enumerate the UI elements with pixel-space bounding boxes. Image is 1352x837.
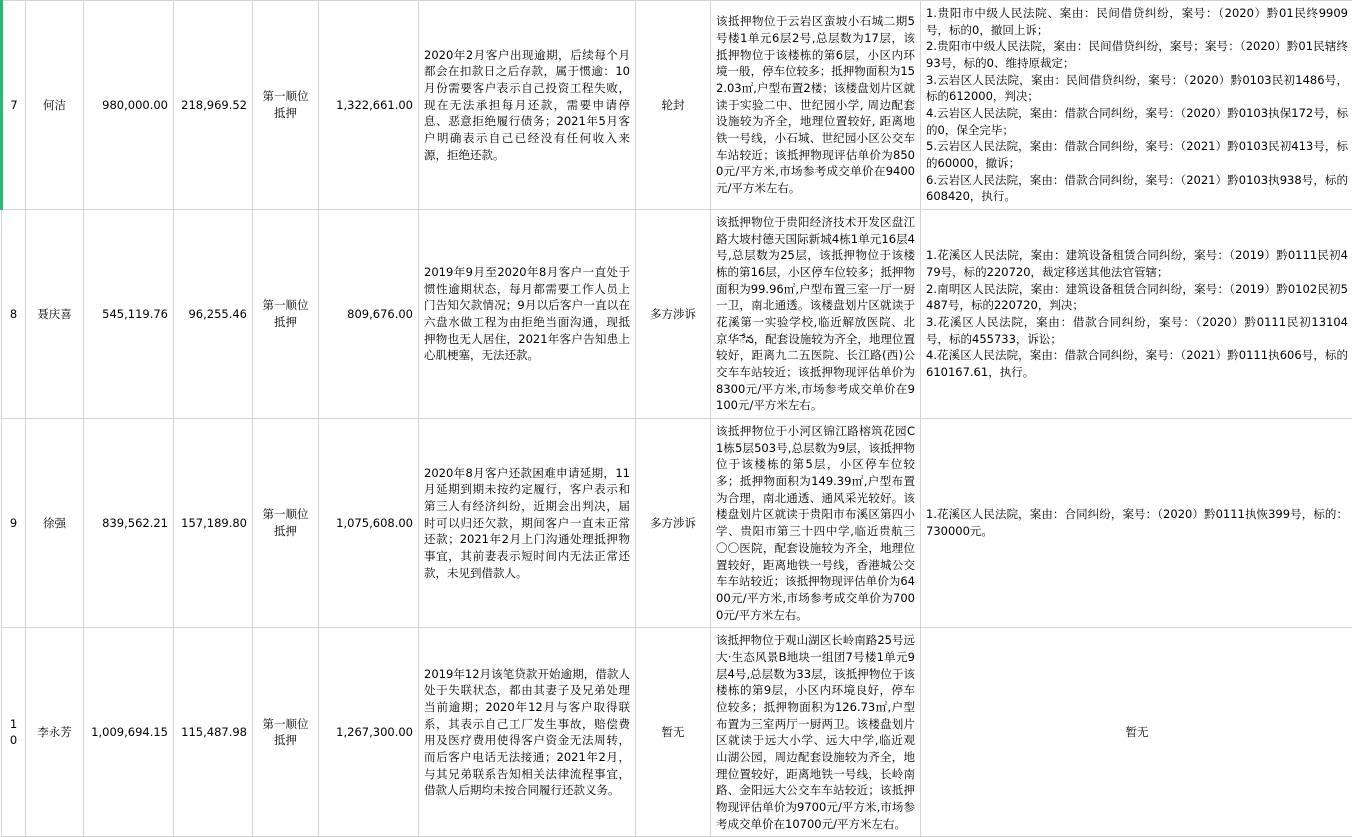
case-item: 6.云岩区人民法院，案由：借款合同纠纷，案号：（2021）黔0103执938号，标的608420，执行。 xyxy=(926,172,1348,205)
loan-amount: 1,009,694.15 xyxy=(84,628,174,837)
appraisal-amount: 809,676.00 xyxy=(319,210,419,419)
row-index: 10 xyxy=(2,628,26,837)
collection-description xyxy=(419,419,636,628)
seizure-status: 多方涉诉 xyxy=(636,419,711,628)
litigation-cases-list xyxy=(926,5,1348,205)
collection-description-text: 2019年9月至2020年8月客户一直处于惯性逾期状态，每月都需要工作人员上门告知欠款情况；9月以后客户一直以在六盘水做工程为由拒绝当面沟通，现抵押物也无人居住，2021年客户告知患上心肌梗塞，无法还款。 xyxy=(424,264,630,364)
loan-amount: 839,562.21 xyxy=(84,419,174,628)
case-item: 暂无 xyxy=(926,724,1348,741)
case-item: 3.云岩区人民法院，案由：民间借贷纠纷，案号：（2020）黔0103民初1486号，标的612000，判决； xyxy=(926,72,1348,105)
seizure-status: 暂无 xyxy=(636,628,711,837)
litigation-cases xyxy=(921,1,1352,210)
balance-amount: 218,969.52 xyxy=(174,1,253,210)
collection-description-text: 2019年12月该笔贷款开始逾期，借款人处于失联状态，都由其妻子及兄弟处理当前逾期；2020年12月与客户取得联系，其表示自己工厂发生事故，赔偿费用及医疗费用使得客户资金无法周转，而后客户电话无法接通；2021年2月，与其兄弟联系告知相关法律流程事宜，借款人后期均未按合同履行还款义务。 xyxy=(424,666,630,799)
property-description xyxy=(711,628,921,837)
property-description xyxy=(711,1,921,210)
collection-description-text: 2020年2月客户出现逾期，后续每个月都会在扣款日之后存款，属于惯逾：10月份需要客户表示自己投资工程失败，现在无法承担每月还款，需要申请停息、恶意拒绝履行债务；2021年5月客户明确表示自己已经没有任何收入来源，拒绝还款。 xyxy=(424,47,630,164)
table-row xyxy=(2,1,1352,210)
case-item: 3.花溪区人民法院，案由：借款合同纠纷，案号：（2020）黔0111民初13104号，标的455733，诉讼； xyxy=(926,314,1348,347)
litigation-cases-list xyxy=(926,724,1348,741)
mortgage-rank: 第一顺位抵押 xyxy=(253,210,319,419)
row-index: 9 xyxy=(2,419,26,628)
mortgage-rank: 第一顺位抵押 xyxy=(253,1,319,210)
case-item: 1.贵阳市中级人民法院、案由：民间借贷纠纷，案号：（2020）黔01民终9909号，标的0，撤回上诉； xyxy=(926,5,1348,38)
collection-description xyxy=(419,1,636,210)
litigation-cases-list xyxy=(926,506,1348,539)
balance-amount: 157,189.80 xyxy=(174,419,253,628)
property-description-text: 该抵押物位于贵阳经济技术开发区盘江路大坡村德天国际新城4栋1单元16层4号,总层数为25层，该抵押物位于该楼栋的第16层，小区停车位较多；抵押物面积为99.96㎡,户型布置三室一厅一厨一卫，南北通透。该楼盘划片区就读于花溪第一实验学校,临近解放医院、北京华ేన，配套设施较为齐全，地理位置较好，距离九二五医院、长江路(西)公交车车站较近；该抵押物现评估单价为8300元/平方米,市场参考成交单价在9100元/平方米左右。 xyxy=(716,214,915,414)
case-item: 2.南明区人民法院，案由：建筑设备租赁合同纠纷，案号：（2019）黔0102民初5487号，标的220720，判决； xyxy=(926,281,1348,314)
property-description-text: 该抵押物位于小河区锦江路榕筑花园C1栋5层503号,总层数为9层，该抵押物位于该楼栋的第5层，小区停车位较多；抵押物面积为149.39㎡,户型布置为合理，南北通透、通风采光较好。该楼盘划片区就读于贵阳市布溪区第四小学、贵阳市第三十四中学,临近贵航三〇〇医院，配套设施较为齐全，地理位置较好，距离地铁一号线，香港城公交车车站较近；该抵押物现评估单价为6400元/平方米,市场参考成交单价为7000元/平方米左右。 xyxy=(716,423,915,623)
balance-amount: 96,255.46 xyxy=(174,210,253,419)
case-item: 4.云岩区人民法院，案由：借款合同纠纷，案号：（2020）黔0103执保172号，标的0，保全完毕； xyxy=(926,105,1348,138)
litigation-cases xyxy=(921,210,1352,419)
litigation-cases xyxy=(921,419,1352,628)
case-item: 4.花溪区人民法院，案由：借款合同纠纷，案号：（2021）黔0111执606号，标的610167.61，执行。 xyxy=(926,347,1348,380)
loan-amount: 545,119.76 xyxy=(84,210,174,419)
mortgage-rank: 第一顺位抵押 xyxy=(253,628,319,837)
case-item: 1.花溪区人民法院，案由：建筑设备租赁合同纠纷，案号：（2019）黔0111民初479号，标的220720，裁定移送其他法官管辖； xyxy=(926,247,1348,280)
balance-amount: 115,487.98 xyxy=(174,628,253,837)
appraisal-amount: 1,322,661.00 xyxy=(319,1,419,210)
table-row xyxy=(2,210,1352,419)
appraisal-amount: 1,267,300.00 xyxy=(319,628,419,837)
case-item: 1.花溪区人民法院，案由：合同纠纷，案号：（2020）黔0111执恢399号，标的：730000元。 xyxy=(926,506,1348,539)
litigation-cases xyxy=(921,628,1352,837)
property-description-text: 该抵押物位于观山湖区长岭南路25号远大·生态风景B地块一组团7号楼1单元9层4号,总层数为33层，该抵押物位于该楼栋的第9层，小区内环境良好，停车位较多；抵押物面积为126.73㎡,户型布置为三室两厅一厨两卫。该楼盘划片区就读于远大小学、远大中学,临近观山湖公园，周边配套设施较为齐全，地理位置较好，距离地铁一号线，长岭南路、金阳远大公交车车站较近；该抵押物现评估单价为9700元/平方米,市场参考成交单价在10700元/平方米左右。 xyxy=(716,632,915,832)
collection-description-text: 2020年8月客户还款困难申请延期，11月延期到期未按约定履行，客户表示和第三人有经济纠纷，近期会出判决，届时可以归还欠款，期间客户一直未正常还款；2021年2月上门沟通处理抵押物事宜，其前妻表示短时间内无法正常还款，未见到借款人。 xyxy=(424,465,630,582)
borrower-name: 李永芳 xyxy=(26,628,84,837)
row-index: 7 xyxy=(2,1,26,210)
property-description xyxy=(711,419,921,628)
appraisal-amount: 1,075,608.00 xyxy=(319,419,419,628)
seizure-status: 多方涉诉 xyxy=(636,210,711,419)
mortgage-rank: 第一顺位抵押 xyxy=(253,419,319,628)
case-item: 5.云岩区人民法院，案由：借款合同纠纷，案号：（2021）黔0103民初413号，标的60000，撤诉； xyxy=(926,138,1348,171)
row-index: 8 xyxy=(2,210,26,419)
seizure-status: 轮封 xyxy=(636,1,711,210)
table-row xyxy=(2,419,1352,628)
case-item: 2.贵阳市中级人民法院，案由：民间借贷纠纷，案号；案号：（2020）黔01民辖终93号，标的0、维持原裁定； xyxy=(926,38,1348,71)
table-row xyxy=(2,628,1352,837)
litigation-cases-list xyxy=(926,247,1348,380)
property-description xyxy=(711,210,921,419)
loan-amount: 980,000.00 xyxy=(84,1,174,210)
borrower-name: 何洁 xyxy=(26,1,84,210)
borrower-name: 聂庆喜 xyxy=(26,210,84,419)
collection-description xyxy=(419,628,636,837)
property-description-text: 该抵押物位于云岩区蛮坡小石城二期5号楼1单元6层2号,总层数为17层，该抵押物位于该楼栋的第6层，小区内环境一般，停车位较多；抵押物面积为152.03㎡,户型布置2楼；该楼盘划片区就读于实验二中、世纪园小学, 周边配套设施较为齐全，地理位置较好, 距离地铁一号线，小石城、世纪园小区公交车车站较近；该抵押物现评估单价为8500元/平方米,市场参考成交单价在9400元/平方米左右。 xyxy=(716,13,915,196)
collection-description xyxy=(419,210,636,419)
borrower-name: 徐强 xyxy=(26,419,84,628)
